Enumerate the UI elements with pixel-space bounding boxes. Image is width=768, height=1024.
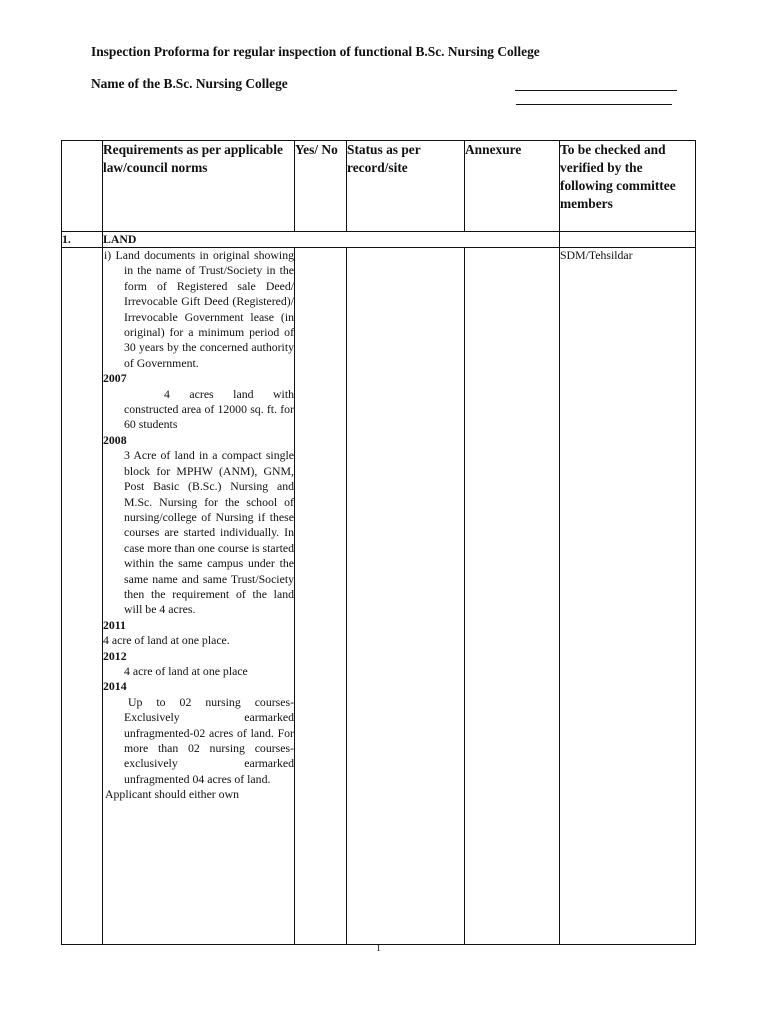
inspection-table: [61, 140, 696, 945]
section-committee-cell: [560, 232, 696, 248]
page-number: 1: [376, 943, 381, 954]
trailing-text: Applicant should either own: [105, 787, 239, 802]
section-label: LAND: [103, 232, 560, 248]
header-yes-no: Yes/ No: [295, 141, 347, 232]
college-name-label: Name of the B.Sc. Nursing College: [91, 76, 288, 91]
header-serial: [62, 141, 103, 232]
year-2012-label: 2012: [103, 648, 127, 663]
committee-cell: SDM/Tehsildar: [560, 248, 696, 945]
status-cell: [347, 248, 465, 945]
serial-cell: [62, 248, 103, 945]
item-i-text: i) Land documents in original showing in the name of Trust/Society in the form of Registered sale Deed/ Irrevocable Gift Deed (Registered)/ Irrevocable Government lease (in original) for a minimum period of 30 years by the concerned authority of Government.: [104, 248, 294, 370]
college-name-blank-line-2: [516, 104, 672, 105]
year-2008-label: 2008: [103, 432, 127, 447]
section-row-land: [62, 232, 696, 248]
year-2012-text: 4 acre of land at one place: [124, 663, 248, 678]
table-header-row: [62, 141, 696, 232]
year-2011-label: 2011: [103, 617, 126, 632]
document-title: Inspection Proforma for regular inspection of functional B.Sc. Nursing College: [91, 44, 540, 59]
header-status: Status as per record/site: [347, 141, 465, 232]
header-checked-by: To be checked and verified by the following committee members: [560, 141, 696, 232]
year-2008-text: 3 Acre of land in a compact single block for MPHW (ANM), GNM, Post Basic (B.Sc.) Nursing and M.Sc. Nursing for the school of nursing/college of Nursing if these courses are started individually. In case more than one course is started within the same campus under the same name and same Trust/Society then the requirement of the land will be 4 acres.: [124, 448, 294, 617]
table-row: [62, 248, 696, 945]
header-annexure: Annexure: [465, 141, 560, 232]
section-number: 1.: [62, 232, 103, 248]
requirements-cell: [103, 248, 295, 945]
header-requirements: Requirements as per applicable law/council norms: [103, 141, 295, 232]
year-2007-text: 4 acres land with constructed area of 12000 sq. ft. for 60 students: [124, 386, 294, 432]
college-name-blank-line: [515, 90, 677, 91]
yes-no-cell: [295, 248, 347, 945]
year-2014-text: Up to 02 nursing courses- Exclusively earmarked unfragmented-02 acres of land. For more than 02 nursing courses- exclusively earmarked unfragmented 04 acres of land.: [124, 694, 294, 786]
year-2011-text: 4 acre of land at one place.: [103, 633, 230, 648]
annexure-cell: [465, 248, 560, 945]
year-2014-label: 2014: [103, 679, 127, 694]
year-2007-label: 2007: [103, 371, 127, 386]
